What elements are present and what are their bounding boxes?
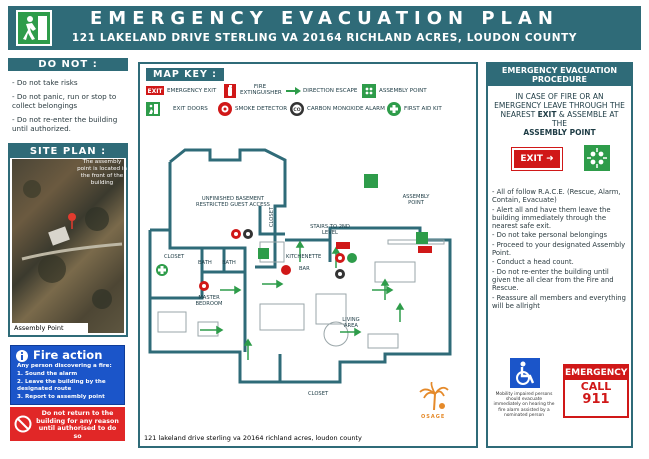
running-man-exit-icon [14,8,54,48]
floor-map-panel [138,62,478,448]
info-icon [15,349,29,363]
procedure-heading: EMERGENCY EVACUATION PROCEDURE [488,64,631,86]
list-item: - Do not re-enter the building until given the all clear from the Fire and Rescue. [492,267,614,293]
fire-action-box [10,345,125,405]
exit-sign-text: EXIT [520,154,543,164]
procedure-intro-text: IN CASE OF FIRE OR AN EMERGENCY LEAVE THROUGH THE NEAREST [494,92,625,119]
room-closet-left: CLOSET [164,254,185,260]
room-closet-bottom: CLOSET [308,391,329,397]
fire-action-intro: Any person discovering a fire: [17,363,112,369]
no-return-warning [10,407,125,441]
room-kitchenette: KITCHENETTE [286,254,322,260]
list-item: - Reassure all members and everything will be allright [492,293,626,310]
emergency-number: 911 [582,392,610,407]
fire-action-title: Fire action [33,348,103,362]
list-item: - Proceed to your designated Assembly Point. [492,240,626,258]
key-direction-escape: DIRECTION ESCAPE [303,88,358,94]
co-alarm-icon [290,102,304,116]
procedure-intro-text-2: & ASSEMBLE AT THE [552,110,619,128]
page-title: EMERGENCY EVACUATION PLAN [89,8,560,29]
list-item: - Conduct a head count. [492,258,574,267]
prohibited-icon [14,415,32,433]
header-banner [8,6,641,50]
site-plan-note: The assembly point is located in the front of the building [77,159,127,186]
svg-text:EXIT: EXIT [147,88,163,95]
key-smoke-detector: SMOKE DETECTOR [235,106,288,112]
key-first-aid: FIRST AID KIT [404,106,442,112]
list-item: - Do not take personal belongings [492,231,608,240]
list-item: - Do not panic, run or stop to collect belongings [12,92,126,110]
procedure-steps [488,188,631,311]
list-item: - All of follow R.A.C.E. (Rescue, Alarm, Contain, Evacuate) [492,188,621,205]
procedure-intro-exit: EXIT [537,110,557,119]
room-bath-1: BATH [198,260,212,266]
site-plan-section [8,143,128,337]
wheelchair-icon [510,358,540,388]
key-exit-doors: EXIT DOORS [173,106,208,112]
map-footer-address: 121 lakeland drive sterling va 20164 richland acres, loudon county [144,434,362,442]
key-fire-extinguisher: FIRE EXTINGUISHER [240,84,282,96]
assembly-point-large-icon [584,145,610,171]
smoke-detector-icon [218,102,232,116]
emergency-call-label: CALL [580,380,612,393]
list-item: - Alert all and have them leave the building immediately through the nearest safe exit. [492,205,611,231]
key-assembly-point: ASSEMBLY POINT [379,88,427,94]
exit-door-icon [146,102,160,116]
room-master-bedroom: MASTER BEDROOM [195,295,223,307]
arrow-right-icon: ➜ [542,154,554,164]
fire-action-step: 2. Leave the building by the designated route [17,379,106,392]
key-emergency-exit: EMERGENCY EXIT [167,88,217,94]
list-item: - Do not take risks [12,78,126,87]
page-subtitle: 121 LAKELAND DRIVE STERLING VA 20164 RICHLAND ACRES, LOUDON COUNTY [71,32,578,44]
site-plan-heading: SITE PLAN : [10,145,126,158]
do-not-section [8,58,128,138]
emergency-call-top: EMERGENCY [565,368,628,378]
assembly-point-icon [362,84,376,98]
exit-sign-icon [146,86,164,95]
map-key-heading: MAP KEY : [146,68,224,81]
exit-sign-large [512,148,562,170]
room-bar: BAR [299,266,310,272]
mobility-note: Mobility impaired persons should evacuate immediately on hearing the fire alarm assisted by a nominated person [493,392,555,418]
map-assembly-point-label: ASSEMBLY POINT [402,194,430,206]
room-bath-2: BATH [222,260,236,266]
room-living-area: LIVING AREA [342,317,360,329]
procedure-intro-assembly: ASSEMBLY POINT [523,128,596,137]
room-closet-top: CLOSET [269,206,276,228]
emergency-call-sign [563,364,629,418]
direction-arrow-icon [285,87,301,95]
svg-text:CO: CO [293,108,301,113]
procedure-intro [488,86,631,137]
no-return-text: Do not return to the building for any reason until authorised to do so [36,410,119,440]
do-not-list [8,71,128,133]
list-item: - Do not re-enter the building until authorized. [12,115,126,133]
key-co-alarm: CARBON MONOXIDE ALARM [307,106,385,112]
room-stairs: STAIRS TO 2ND LEVEL [310,224,350,236]
assembly-point-label: Assembly Point [12,323,88,333]
do-not-heading: DO NOT : [8,58,128,71]
fire-action-step: 3. Report to assembly point [17,394,105,400]
fire-action-step: 1. Sound the alarm [17,371,78,377]
first-aid-icon [387,102,401,116]
brand-name: OSAGE [421,414,446,420]
palm-tree-logo-icon [418,382,450,412]
room-basement: UNFINISHED BASEMENT RESTRICTED GUEST ACCESS [196,196,270,208]
fire-extinguisher-icon [224,84,236,98]
procedure-panel [486,62,633,448]
